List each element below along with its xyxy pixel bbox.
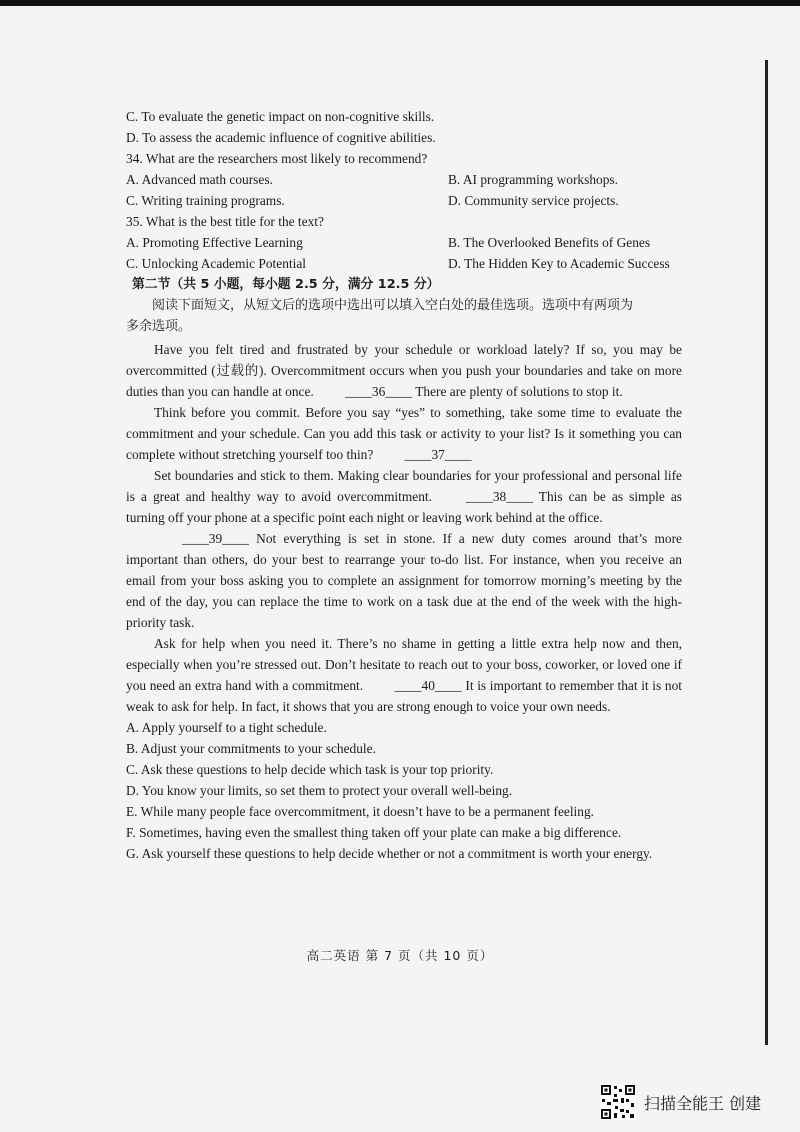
- passage-paragraph-3: Set boundaries and stick to them. Making clear boundaries for your professional and personal life is a great and healthy way to avoid overcommitment. ____38____ This can be as simple as turning off your phone at a specific point each night or leaving work behind at the office.: [126, 468, 683, 525]
- section-heading: 第二节（共 5 小题，每小题 2.5 分，满分 12.5 分）: [132, 277, 440, 292]
- option-b: B. Adjust your commitments to your schedule.: [126, 741, 376, 756]
- scan-top-edge: [0, 0, 800, 6]
- blank-36: ____36____: [345, 384, 413, 399]
- q34-options-row1: [126, 169, 682, 190]
- q35-stem: 35. What is the best title for the text?: [126, 214, 324, 229]
- answer-options: [126, 717, 682, 864]
- passage-paragraph-4: ____39____ Not everything is set in stone. If a new duty comes around that’s more important than others, do your best to rearrange your to-do list. For instance, when you receive an email from your boss asking you to complete an assignment for tomorrow morning’s meeting by the end of the day, you can replace the time to work on a task due at the end of the week with the high-priority task.: [126, 528, 682, 633]
- section-instruction-line2: 多余选项。: [126, 319, 192, 334]
- q34-option-c: C. Writing training programs.: [126, 193, 285, 208]
- option-a: A. Apply yourself to a tight schedule.: [126, 720, 327, 735]
- q34-option-a: A. Advanced math courses.: [126, 172, 273, 187]
- q35-option-a: A. Promoting Effective Learning: [126, 235, 303, 250]
- option-c: C. Ask these questions to help decide which task is your top priority.: [126, 762, 494, 777]
- passage: [126, 339, 682, 717]
- scanner-watermark: [600, 1084, 761, 1120]
- page-footer: 高二英语 第 7 页（共 10 页）: [306, 948, 494, 963]
- q35-option-d: D. The Hidden Key to Academic Success: [448, 256, 670, 271]
- passage-paragraph-5: Ask for help when you need it. There’s no shame in getting a little extra help now and then, especially when you’re stressed out. Don’t hesitate to reach out to your boss, coworker, or loved one if you need an extra hand with a commitment. ____40____ It is important to remember that it is not weak to ask for help. In fact, it shows that you are strong enough to voice your own needs.: [126, 636, 682, 714]
- q33-option-d: D. To assess the academic influence of cognitive abilities.: [126, 130, 436, 145]
- q34-stem: 34. What are the researchers most likely to recommend?: [126, 151, 428, 166]
- scanner-watermark-text: 扫描全能王 创建: [644, 1093, 762, 1113]
- q35-options-row2: [126, 253, 682, 274]
- section-instruction-line1: 阅读下面短文，从短文后的选项中选出可以填入空白处的最佳选项。选项中有两项为: [152, 298, 634, 313]
- q35-option-c: C. Unlocking Academic Potential: [126, 256, 306, 271]
- q34-options-row2: [126, 190, 682, 211]
- option-d: D. You know your limits, so set them to protect your overall well-being.: [126, 783, 513, 798]
- q33-option-c: C. To evaluate the genetic impact on non-cognitive skills.: [126, 109, 435, 124]
- qr-code-icon: [600, 1084, 636, 1120]
- page-content: [126, 106, 682, 864]
- blank-40: ____40____: [394, 678, 462, 693]
- q34-option-b: B. AI programming workshops.: [448, 172, 618, 187]
- q35-options-row1: [126, 232, 682, 253]
- option-e: E. While many people face overcommitment, it doesn’t have to be a permanent feeling.: [126, 804, 595, 819]
- scan-right-edge: [765, 60, 768, 1045]
- passage-paragraph-1: Have you felt tired and frustrated by your schedule or workload lately? If so, you may be overcommitted (过载的). Overcommitment occurs when you push your boundaries and take on more duties than you can handle at once. ____36____ There are plenty of solutions to stop it.: [126, 339, 682, 402]
- q35-option-b: B. The Overlooked Benefits of Genes: [448, 235, 651, 250]
- blank-38: ____38____: [466, 489, 533, 504]
- blank-39: ____39____: [182, 531, 249, 546]
- option-f: F. Sometimes, having even the smallest thing taken off your plate can make a big difference.: [126, 825, 622, 840]
- q34-option-d: D. Community service projects.: [448, 193, 619, 208]
- option-g: G. Ask yourself these questions to help decide whether or not a commitment is worth your energy.: [126, 846, 653, 861]
- blank-37: ____37____: [404, 447, 472, 462]
- passage-paragraph-2: Think before you commit. Before you say “yes” to something, take some time to evaluate the commitment and your schedule. Can you add this task or activity to your list? Is it something you can complete without stretching yourself too thin? ____37____: [126, 402, 682, 465]
